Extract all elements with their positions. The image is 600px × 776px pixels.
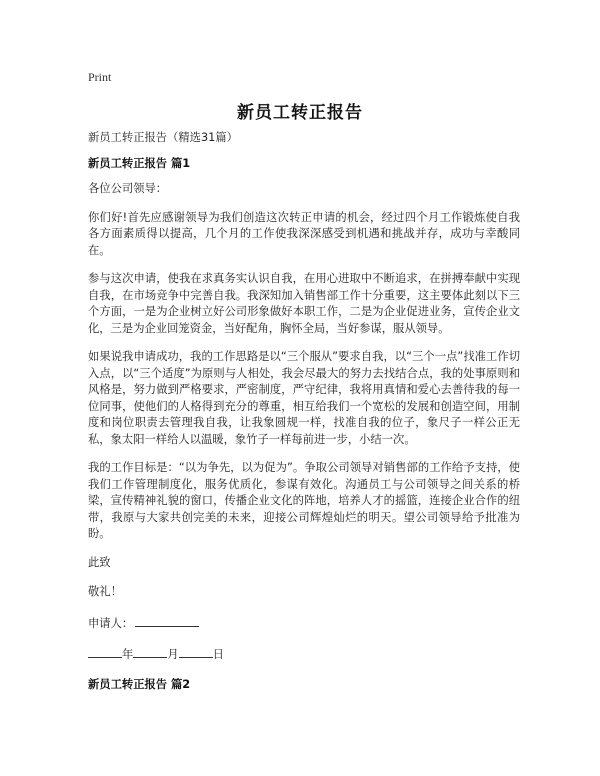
- paragraph-3: 如果说我申请成功，我的工作思路是以“三个服从”要求自我，以“三个一点”找准工作切入点，以“三个适度”为原则与人相处，我会尽最大的努力去找结合点，我的处事原则和风格是，努力做到严格要求，严密制度，严守纪律，我将用真情和爱心去善待我的每一位同事，使他们的人格得到充分的尊重，相互给我们一个宽松的发展和创造空间，用制度和岗位职责去管理我自我，让我象圆规一样，找准自我的位子，象尺子一样公正无私，象太阳一样给人以温暖，象竹子一样每前进一步，小结一次。: [88, 350, 520, 446]
- day-blank: [179, 645, 213, 658]
- section-heading-1: 新员工转正报告 篇1: [88, 156, 191, 170]
- month-label: 月: [167, 648, 179, 661]
- salute: 敬礼！: [88, 585, 122, 598]
- year-blank: [88, 645, 122, 658]
- paragraph-2: 参与这次申请，使我在求真务实认识自我，在用心进取中不断追求，在拼搏奉献中实现自我，在市场竞争中完善自我。我深知加入销售部工作十分重要，这主要体此刻以下三个方面，一是为企业树立好公司形象做好本职工作，二是为企业促进业务，宣传企业文化，三是为企业回笼资金，当好配角，胸怀全局，当好参谋，服从领导。: [88, 272, 520, 335]
- print-link[interactable]: Print: [88, 70, 112, 84]
- date-line: [88, 645, 520, 664]
- document-subtitle: 新员工转正报告（精选31篇）: [88, 131, 238, 144]
- day-label: 日: [212, 648, 224, 661]
- applicant-blank: [135, 614, 199, 627]
- applicant-label: 申请人：: [88, 616, 134, 630]
- page-title: 新员工转正报告: [237, 103, 363, 123]
- greeting: 各位公司领导：: [88, 182, 168, 195]
- paragraph-4: 我的工作目标是：“以为争先，以为促为”。争取公司领导对销售部的工作给予支持，使我们工作管理制度化，服务优质化，参谋有效化。沟通员工与公司领导之间关系的桥梁，宣传精神礼貌的窗口，传播企业文化的阵地，培养人才的摇篮，连接企业合作的纽带，我原与大家共创完美的未来，迎接公司辉煌灿烂的明天。望公司领导给予批准为盼。: [88, 461, 520, 540]
- applicant-line: [88, 614, 520, 633]
- document-body: [88, 130, 520, 702]
- closing: 此致: [88, 555, 111, 569]
- paragraph-1: 你们好!首先应感谢领导为我们创造这次转正申请的机会，经过四个月工作锻炼使自我各方面素质得以提高，几个月的工作使我深深感受到机遇和挑战并存，成功与幸酸同在。: [88, 210, 520, 257]
- month-blank: [133, 645, 167, 658]
- year-label: 年: [122, 648, 134, 661]
- section-heading-2: 新员工转正报告 篇2: [88, 677, 191, 691]
